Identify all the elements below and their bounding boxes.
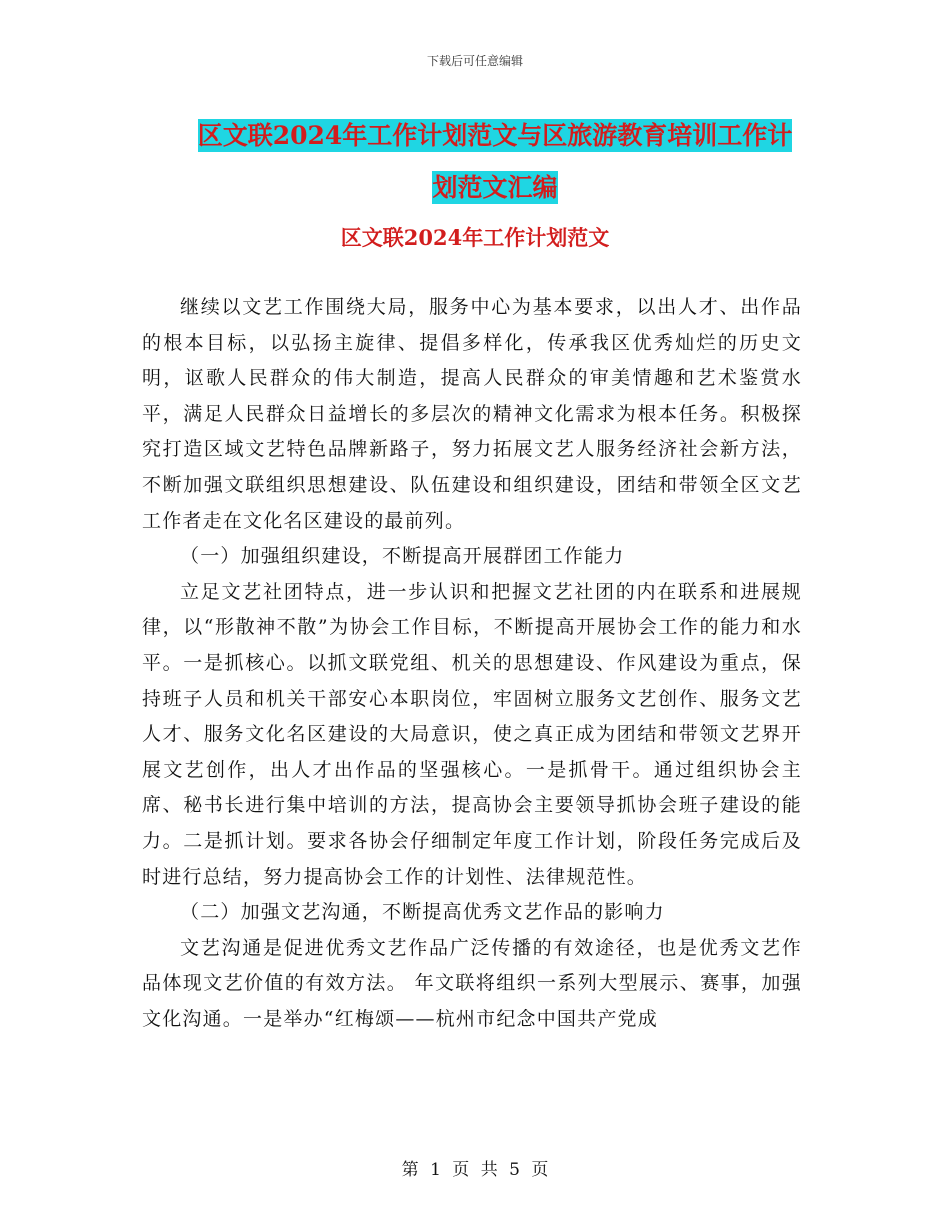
paragraph: 继续以文艺工作围绕大局，服务中心为基本要求，以出人才、出作品的根本目标，以弘扬主旋律、提倡多样化，传承我区优秀灿烂的历史文明，讴歌人民群众的伟大制造，提高人民群众的审美情趣和艺术鉴赏水平，满足人民群众日益增长的多层次的精神文化需求为根本任务。积极探究打造区域文艺特色品牌新路子，努力拓展文艺人服务经济社会新方法，不断加强文联组织思想建设、队伍建设和组织建设，团结和带领全区文艺工作者走在文化名区建设的最前列。 [142, 296, 802, 532]
document-body [142, 290, 802, 1037]
paragraph: 文艺沟通是促进优秀文艺作品广泛传播的有效途径，也是优秀文艺作品体现文艺价值的有效方法。 年文联将组织一系列大型展示、赛事，加强文化沟通。一是举办“红梅颂——杭州市纪念中国共产党成 [142, 936, 802, 1030]
document-title [150, 110, 840, 214]
section-title: 区文联2024年工作计划范文 [340, 225, 610, 250]
paragraph: 立足文艺社团特点，进一步认识和把握文艺社团的内在联系和进展规律，以“形散神不散”为协会工作目标，不断提高开展协会工作的能力和水平。一是抓核心。以抓文联党组、机关的思想建设、作风建设为重点，保持班子人员和机关干部安心本职岗位，牢固树立服务文艺创作、服务文艺人才、服务文化名区建设的大局意识，使之真正成为团结和带领文艺界开展文艺创作，出人才出作品的坚强核心。一是抓骨干。通过组织协会主席、秘书长进行集中培训的方法，提高协会主要领导抓协会班子建设的能力。二是抓计划。要求各协会仔细制定年度工作计划，阶段任务完成后及时进行总结，努力提高协会工作的计划性、法律规范性。 [142, 580, 802, 888]
document-title-line-1: 区文联2024年工作计划范文与区旅游教育培训工作计 [197, 121, 793, 150]
document-title-line-2: 划范文汇编 [432, 173, 558, 202]
page-footer: 第 1 页 共 5 页 [401, 1160, 549, 1180]
header-note: 下载后可任意编辑 [426, 54, 523, 68]
subheading: （一）加强组织建设，不断提高开展群团工作能力 [180, 545, 625, 568]
subheading: （二）加强文艺沟通，不断提高优秀文艺作品的影响力 [180, 901, 665, 924]
